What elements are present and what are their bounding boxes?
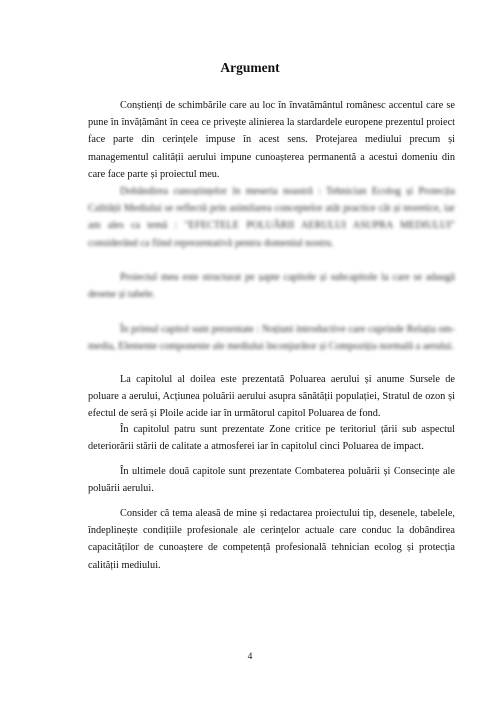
paragraph-7: În ultimele două capitole sunt prezentate Combaterea poluării și Consecințe ale poluării aerului. bbox=[88, 466, 455, 495]
paragraph-5: La capitolul al doilea este prezentată Poluarea aerului și anume Sursele de poluare a aerului, Acțiunea poluării aerului asupra sănătății populației, Stratul de ozon și efectul de seră și Ploile acide iar în următorul capitol Poluarea de fond. bbox=[88, 374, 455, 420]
paragraph-4: În primul capitol sunt prezentate : Noțiuni introductive care cuprinde Relația om-media, Elemente componente ale mediului înconjurător și Compoziția normală a aerului. bbox=[88, 324, 455, 353]
paragraph-1: Conștienți de schimbările care au loc în învatământul românesc accentul care se pune în învățământ în ceea ce privește alinierea la stardardele europene prezentul proiect face parte din cerințele impuse în acest sens. Protejarea mediului precum și managementul calității aerului impune cunoașterea permanentă a acestui domeniu din care face parte și proiectul meu. bbox=[88, 100, 455, 180]
paragraph-2: Dobândirea cunoștințelor în meseria noastră : Tehnician Ecolog și Protecția Calității Mediului se reflectă prin asimilarea conceptelor atât practice cât și teoretice, iar am ales ca temă : "EFECTELE POLUĂRII AERULUI ASUPRA MEDIULUI" considerând ca fiind reprezentativă pentru domeniul nostru. bbox=[88, 186, 455, 249]
paragraph-8: Consider că tema aleasă de mine și redactarea proiectului tip, desenele, tabelele, îndeplinește condițiile profesionale ale cerințelor actuale care conduc la dobândirea capacităților de cunoaștere de competență profesională tehnician ecolog și protecția calității mediului. bbox=[88, 508, 455, 571]
page-title: Argument bbox=[220, 60, 280, 75]
page-number: 4 bbox=[247, 652, 253, 662]
paragraph-6: În capitolul patru sunt prezentate Zone critice pe teritoriul țării sub aspectul deteriorării stării de calitate a atmosferei iar în capitolul cinci Poluarea de impact. bbox=[88, 424, 455, 453]
paragraph-3: Proiectul meu este structurat pe șapte capitole și subcapitole la care se adaugă desene și tabele. bbox=[88, 272, 455, 301]
